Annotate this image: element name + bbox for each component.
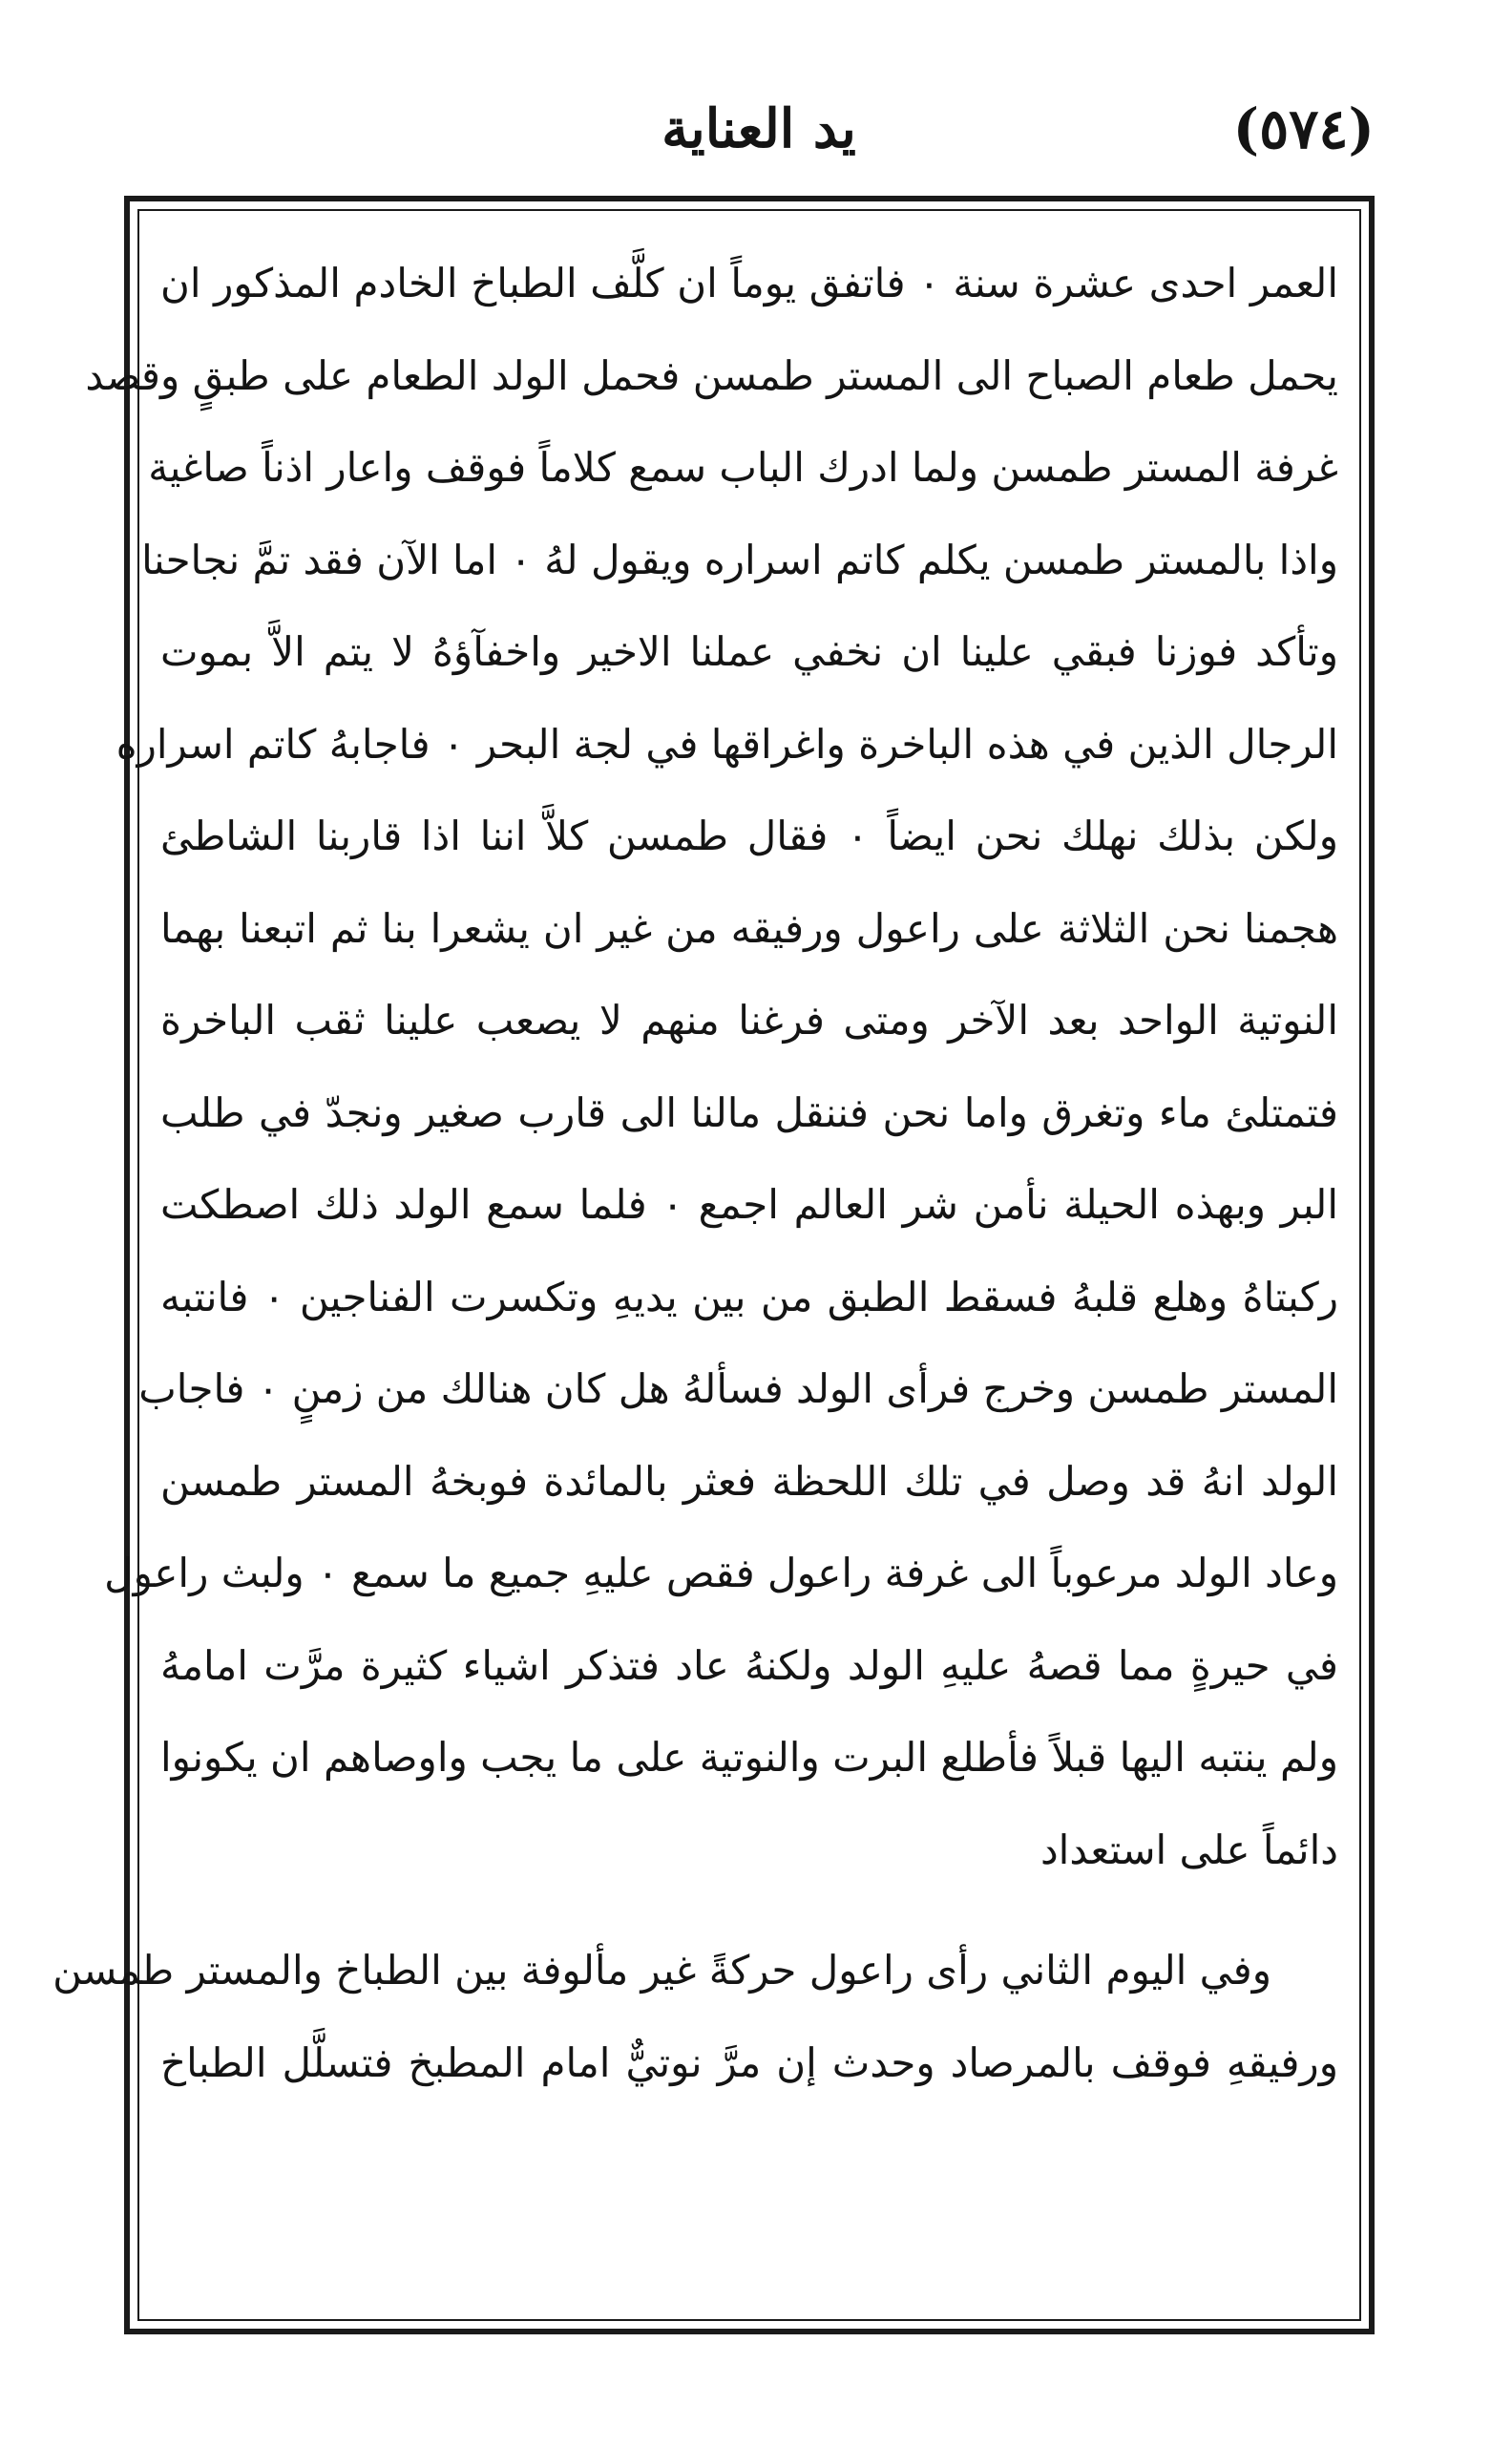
page-title: يد العناية [662,97,856,160]
paragraph-gap [160,1896,1338,1925]
text-line: وعاد الولد مرعوباً الى غرفة راعول فقص عليهِ جميع ما سمع ٠ ولبث راعول [104,1550,1338,1596]
text-line: العمر احدى عشرة سنة ٠ فاتفق يوماً ان كلَّف الطباخ الخادم المذكور ان [160,260,1339,306]
page-frame [52,196,1375,2334]
text-line: ركبتاهُ وهلع قلبهُ فسقط الطبق من بين يديهِ وتكسرت الفناجين ٠ فانتبه [160,1273,1338,1320]
text-line: وفي اليوم الثاني رأى راعول حركةً غير مألوفة بين الطباخ والمستر طمسن [52,1947,1271,1994]
paragraph-2 [52,1925,1338,2109]
page-number: (٥٧٤) [1232,96,1375,161]
text-line: المستر طمسن وخرج فرأى الولد فسألهُ هل كان هنالك من زمنٍ ٠ فاجاب [138,1365,1338,1412]
text-line: في حيرةٍ مما قصهُ عليهِ الولد ولكنهُ عاد فتذكر اشياء كثيرة مرَّت امامهُ [160,1641,1338,1689]
text-line: ورفيقهِ فوقف بالمرصاد وحدث إن مرَّ نوتيٌّ امام المطبخ فتسلَّل الطباخ [160,2038,1338,2086]
text-line: ولكن بذلك نهلك نحن ايضاً ٠ فقال طمسن كلاَّ اننا اذا قاربنا الشاطئ [160,812,1338,859]
text-line: غرفة المستر طمسن ولما ادرك الباب سمع كلاماً فوقف واعار اذناً صاغية [148,444,1338,491]
page-header [143,91,1375,167]
text-line: البر وبهذه الحيلة نأمن شر العالم اجمع ٠ فلما سمع الولد ذلك اصطكت [160,1181,1338,1228]
text-line: الرجال الذين في هذه الباخرة واغراقها في لجة البحر ٠ فاجابهُ كاتم اسراره [116,720,1338,768]
text-line: وتأكد فوزنا فبقي علينا ان نخفي عملنا الاخير واخفآؤهُ لا يتم الاَّ بموت [160,628,1338,675]
text-line: دائماً على استعداد [1040,1825,1338,1873]
paragraph-1 [85,238,1339,1896]
text-line: واذا بالمستر طمسن يكلم كاتم اسراره ويقول لهُ ٠ اما الآن فقد تمَّ نجاحنا [141,536,1338,583]
text-line: ولم ينتبه اليها قبلاً فأطلع البرت والنوتية على ما يجب واوصاهم ان يكونوا [160,1734,1338,1781]
text-line: الولد انهُ قد وصل في تلك اللحظة فعثر بالمائدة فوبخهُ المستر طمسن [160,1457,1338,1505]
text-body [52,238,1339,2109]
text-line: النوتية الواحد بعد الآخر ومتى فرغنا منهم لا يصعب علينا ثقب الباخرة [160,997,1338,1044]
text-line: هجمنا نحن الثلاثة على راعول ورفيقه من غير ان يشعرا بنا ثم اتبعنا بهما [160,904,1338,952]
text-line: يحمل طعام الصباح الى المستر طمسن فحمل الولد الطعام على طبقٍ وقصد [85,351,1338,399]
text-line: فتمتلئ ماء وتغرق واما نحن فننقل مالنا الى قارب صغير ونجدّ في طلب [160,1088,1338,1136]
page-frame-inner [52,209,1361,2321]
